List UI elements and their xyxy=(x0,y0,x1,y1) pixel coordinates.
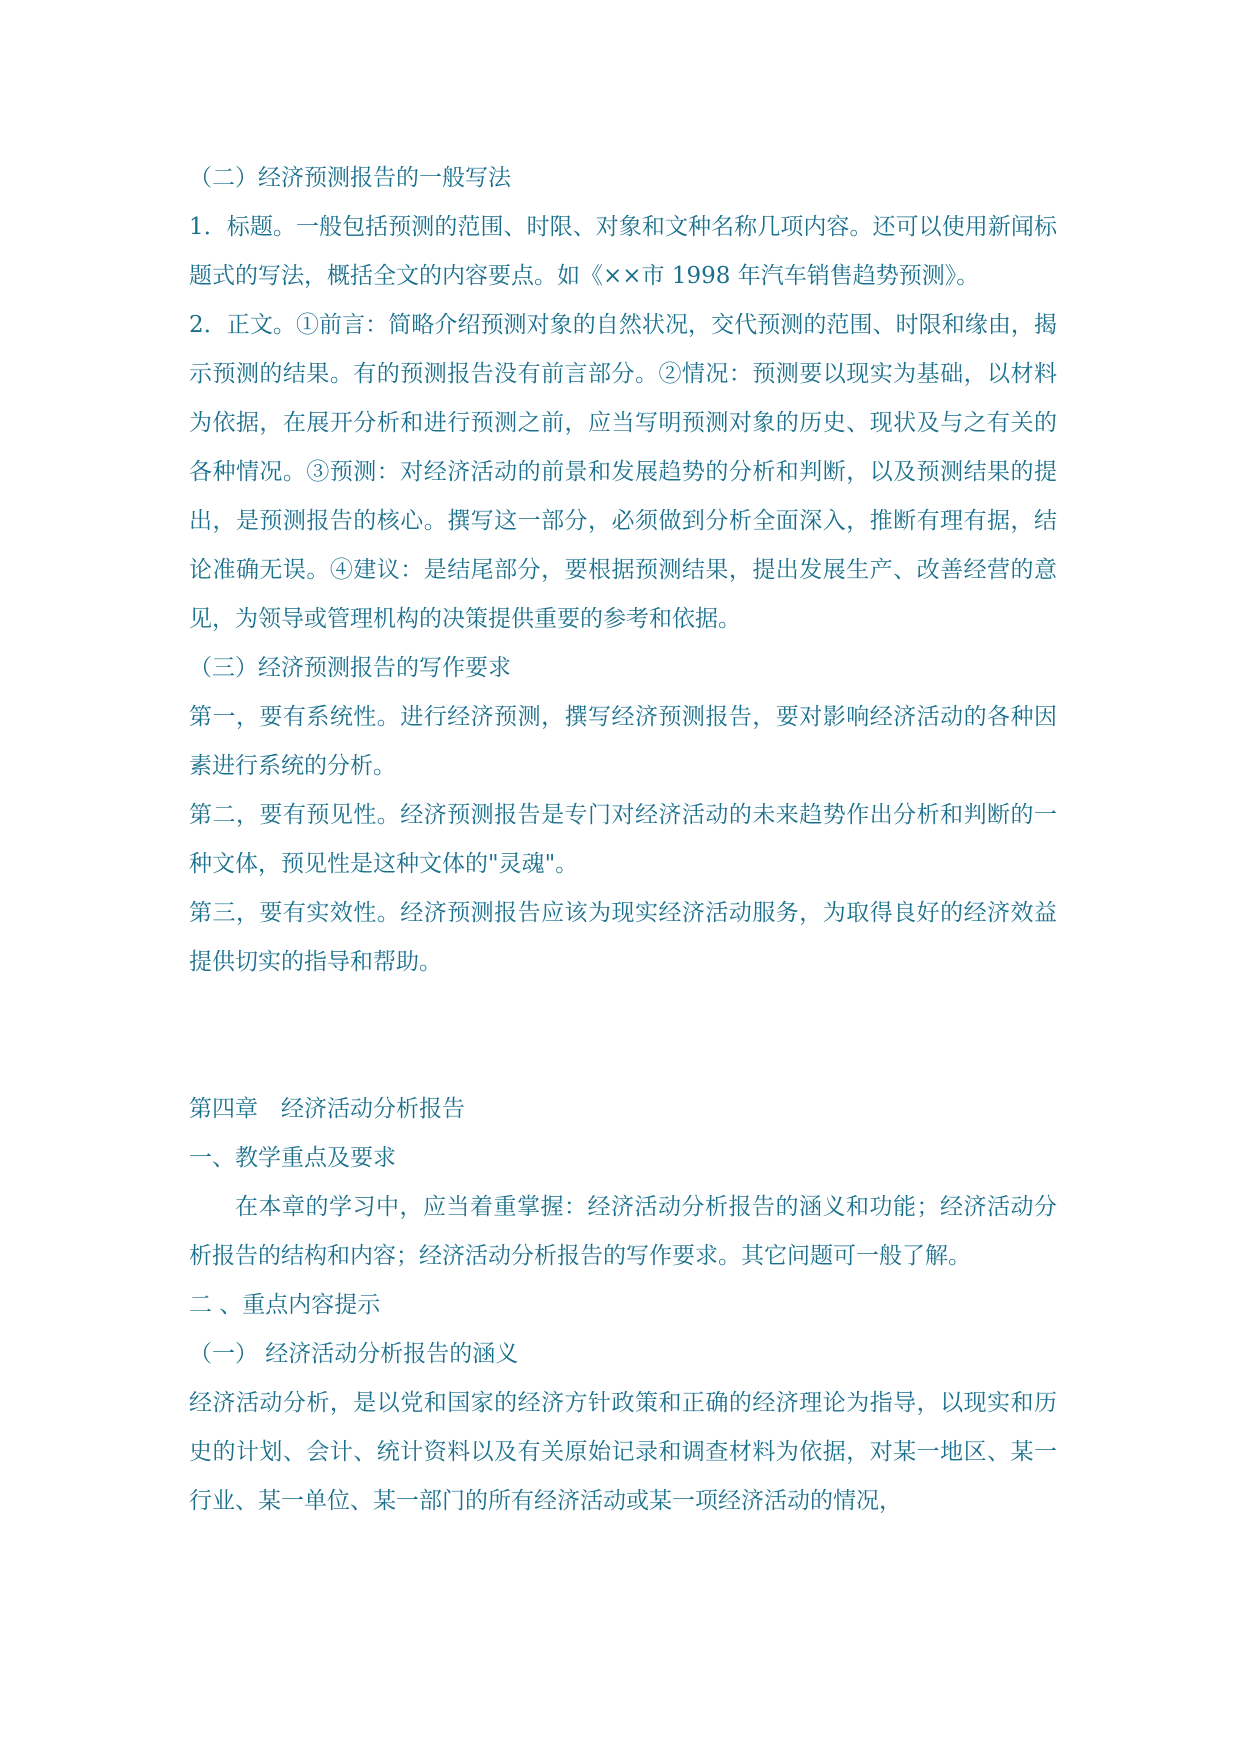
subsection-heading-definition: （一） 经济活动分析报告的涵义 xyxy=(189,1341,519,1367)
section-spacer xyxy=(189,987,1057,1085)
chapter-title: 第四章 经济活动分析报告 xyxy=(189,1096,465,1122)
paragraph-requirement-third: 第三，要有实效性。经济预测报告应该为现实经济活动服务，为取得良好的经济效益提供切实的指导和帮助。 xyxy=(189,900,1057,975)
paragraph-requirement-second: 第二，要有预见性。经济预测报告是专门对经济活动的未来趋势作出分析和判断的一种文体，预见性是这种文体的"灵魂"。 xyxy=(189,802,1057,877)
paragraph-requirement-first: 第一，要有系统性。进行经济预测，撰写经济预测报告，要对影响经济活动的各种因素进行系统的分析。 xyxy=(189,704,1057,779)
section-heading-key-content: 二 、重点内容提示 xyxy=(189,1292,381,1318)
section-heading-teaching-focus: 一、教学重点及要求 xyxy=(189,1145,396,1171)
paragraph-title-item: 1．标题。一般包括预测的范围、时限、对象和文种名称几项内容。还可以使用新闻标题式的写法，概括全文的内容要点。如《××市 1998 年汽车销售趋势预测》。 xyxy=(189,214,1057,289)
paragraph-teaching-focus: 在本章的学习中，应当着重掌握：经济活动分析报告的涵义和功能；经济活动分析报告的结构和内容；经济活动分析报告的写作要求。其它问题可一般了解。 xyxy=(189,1194,1057,1269)
section-heading-forecast-method: （二）经济预测报告的一般写法 xyxy=(189,165,511,191)
paragraph-definition: 经济活动分析，是以党和国家的经济方针政策和正确的经济理论为指导，以现实和历史的计划、会计、统计资料以及有关原始记录和调查材料为依据，对某一地区、某一行业、某一单位、某一部门的所有经济活动或某一项经济活动的情况， xyxy=(189,1390,1057,1514)
document-page xyxy=(189,154,1057,1526)
paragraph-body-item: 2．正文。①前言：简略介绍预测对象的自然状况，交代预测的范围、时限和缘由，揭示预测的结果。有的预测报告没有前言部分。②情况：预测要以现实为基础，以材料为依据，在展开分析和进行预测之前，应当写明预测对象的历史、现状及与之有关的各种情况。③预测：对经济活动的前景和发展趋势的分析和判断，以及预测结果的提出，是预测报告的核心。撰写这一部分，必须做到分析全面深入，推断有理有据，结论准确无误。④建议：是结尾部分，要根据预测结果，提出发展生产、改善经营的意见，为领导或管理机构的决策提供重要的参考和依据。 xyxy=(189,312,1057,632)
section-heading-writing-requirements: （三）经济预测报告的写作要求 xyxy=(189,655,511,681)
